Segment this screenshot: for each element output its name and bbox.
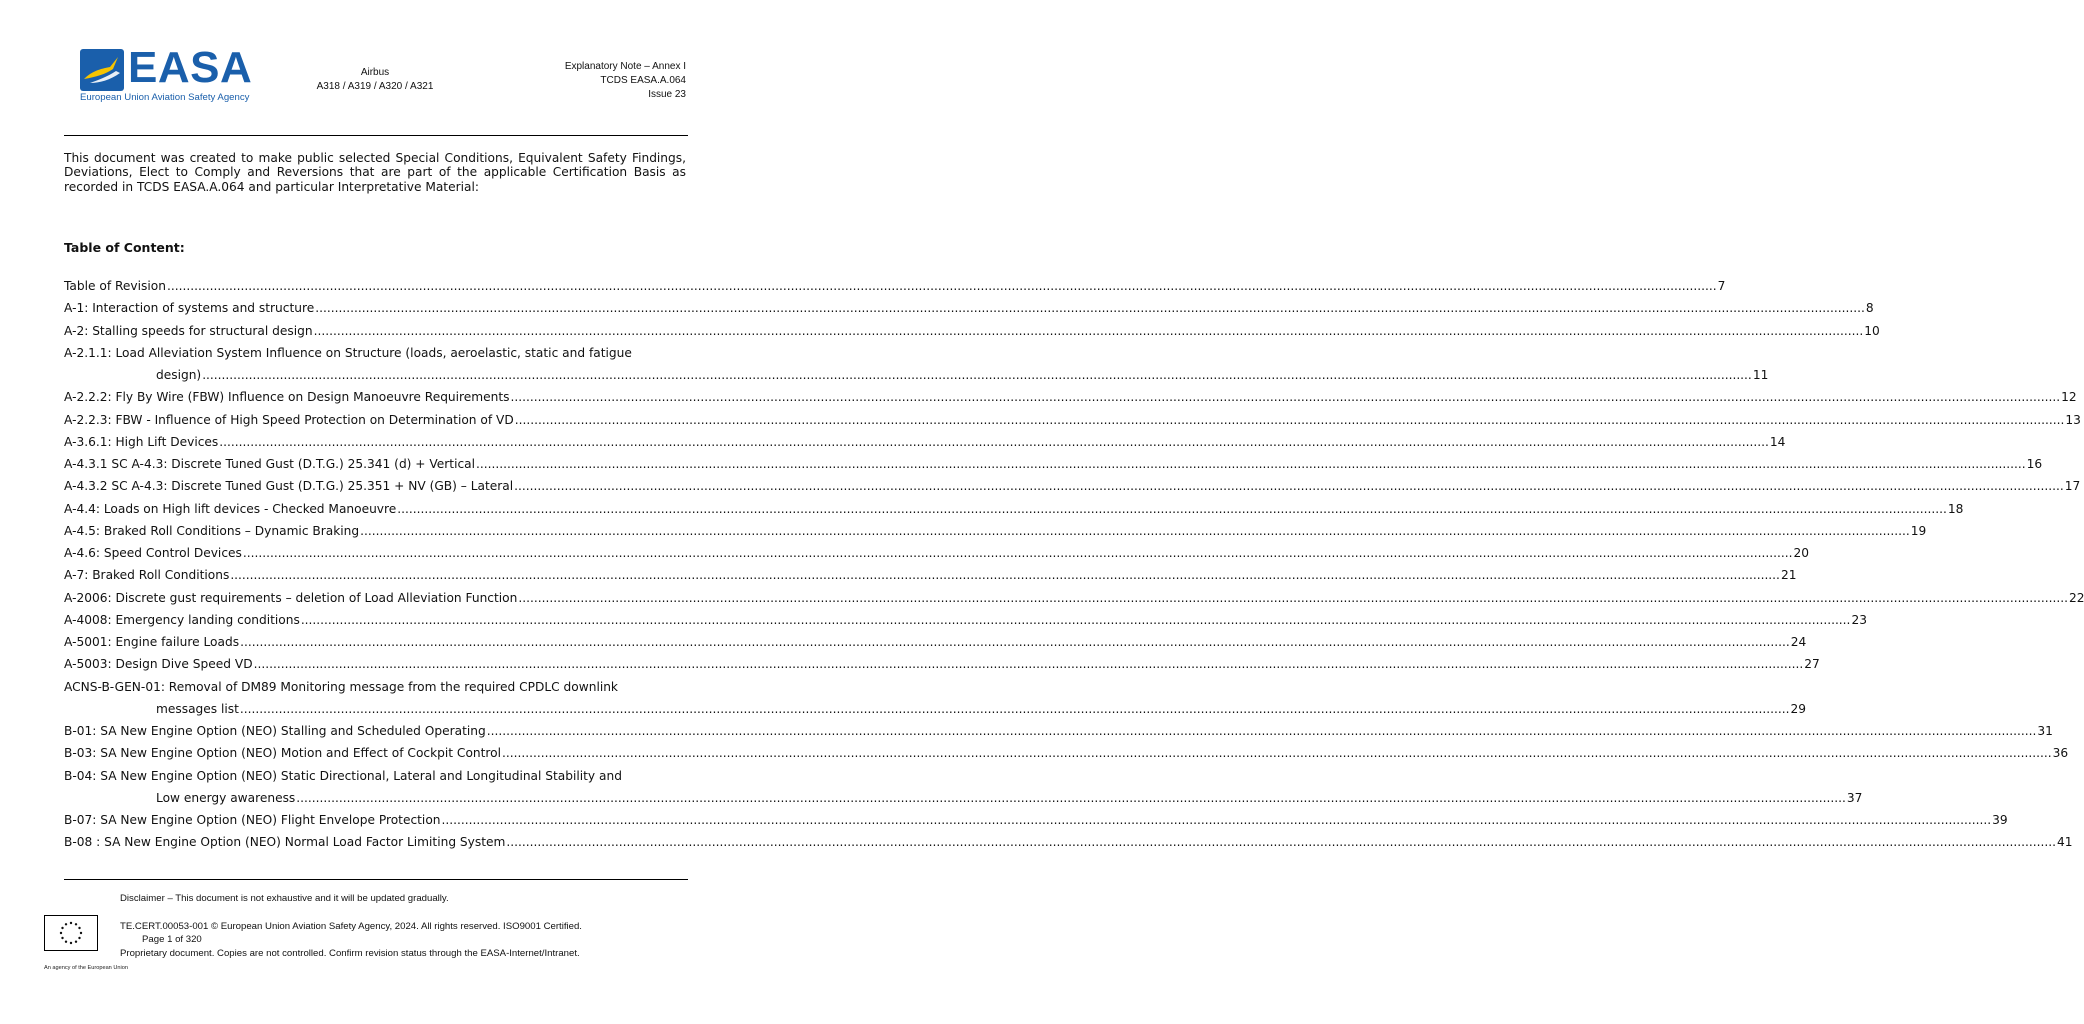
toc-page-number: 41 [2057,835,2073,850]
toc-page-number: 18 [1947,501,1964,516]
toc-entry-title-cont: Low energy awareness [156,790,296,805]
toc-dot-leader: ................................................................................................................................................................................................................................................................................................................................................................................................................ [441,813,1992,827]
footer-divider [64,879,688,880]
toc-page-number: 22 [2068,590,2084,605]
toc-page-number: 37 [1846,790,1863,805]
toc-entry[interactable] [64,542,1810,564]
header-manufacturer: Airbus [360,67,390,78]
toc-dot-leader: ................................................................................................................................................................................................................................................................................................................................................................................................................ [506,835,2057,850]
toc-dot-leader: ................................................................................................................................................................................................................................................................................................................................................................................................................ [397,501,1947,516]
toc-entry[interactable] [64,342,1769,387]
toc-page-number: 29 [1790,701,1807,716]
toc-dot-leader: ................................................................................................................................................................................................................................................................................................................................................................................................................ [230,568,1780,583]
toc-dot-leader: ................................................................................................................................................................................................................................................................................................................................................................................................................ [514,412,2065,427]
toc-entry[interactable] [64,809,2008,831]
toc-dot-leader: ................................................................................................................................................................................................................................................................................................................................................................................................................ [313,323,1864,338]
toc-entry-title: A-2.1.1: Load Alleviation System Influence on Structure (loads, aeroelastic, static and fatigue [64,345,632,360]
toc-page-number: 27 [1804,657,1820,672]
toc-entry-title: A-3.6.1: High Lift Devices [64,434,219,449]
toc-page-number: 31 [2037,724,2053,738]
toc-entry[interactable] [64,431,1786,453]
header-issue: Issue 23 [648,89,686,100]
toc-page-number: 8 [1865,301,1874,316]
toc-entry-continuation [64,364,1769,386]
toc-entry[interactable] [64,475,2081,497]
toc-page-number: 7 [1717,279,1726,293]
toc-dot-leader: ................................................................................................................................................................................................................................................................................................................................................................................................................ [166,279,1717,293]
toc-page-number: 10 [1864,323,1880,338]
toc-dot-leader: ................................................................................................................................................................................................................................................................................................................................................................................................................ [510,390,2061,405]
toc-page-number: 23 [1851,612,1867,627]
copyright-line: TE.CERT.00053-001 © European Union Aviation Safety Agency, 2024. All rights reserved. ISO9001 Certified. [120,921,582,932]
toc-dot-leader: ................................................................................................................................................................................................................................................................................................................................................................................................................ [360,523,1910,538]
toc-page-number: 36 [2052,746,2069,761]
proprietary-line: Proprietary document. Copies are not controlled. Confirm revision status through the EASA-Internet/Intranet. [120,947,580,959]
toc-page-number: 39 [1992,813,2008,827]
header-aircraft [300,66,450,94]
toc-entry[interactable] [64,653,1820,675]
toc-page-number: 20 [1793,546,1810,560]
toc-entry[interactable] [64,587,2084,609]
logo-subtitle: European Union Aviation Safety Agency [80,92,250,103]
toc-entry-title: B-01: SA New Engine Option (NEO) Stalling and Scheduled Operating [64,724,486,738]
toc-page-number: 11 [1752,368,1769,382]
toc-entry-title: A-4.3.1 SC A-4.3: Discrete Tuned Gust (D.T.G.) 25.341 (d) + Vertical [64,457,476,471]
toc-entry[interactable] [64,409,2081,431]
toc-entry[interactable] [64,453,2043,475]
toc-entry[interactable] [64,609,1867,631]
toc-entry-title: B-04: SA New Engine Option (NEO) Static Directional, Lateral and Longitudinal Stability and [64,768,622,783]
toc-entry-title: A-5001: Engine failure Loads [64,635,240,649]
toc-entry-title: B-03: SA New Engine Option (NEO) Motion and Effect of Cockpit Control [64,746,501,761]
intro-paragraph: This document was created to make public selected Special Conditions, Equivalent Safety Findings, Deviations, Elect to Comply and Reversions that are part of the applicable Certification Basis as recorded in TCDS EASA.A.064 and particular Interpretative Material: [64,151,686,194]
agency-note: An agency of the European Union [44,965,128,971]
toc-entry-continuation [64,698,1807,720]
toc-entry-title: B-08 : SA New Engine Option (NEO) Normal Load Factor Limiting System [64,835,506,850]
toc-entry[interactable] [64,297,1874,319]
disclaimer: Disclaimer – This document is not exhaustive and it will be updated gradually. [120,893,449,904]
header-tcds: TCDS EASA.A.064 [600,75,686,86]
toc-dot-leader: ................................................................................................................................................................................................................................................................................................................................................................................................................ [242,546,1793,560]
toc-entry-title: A-2006: Discrete gust requirements – deletion of Load Alleviation Function [64,590,518,605]
header-divider [64,135,688,136]
eu-flag-icon [44,915,98,951]
toc-entry-title: A-4.4: Loads on High lift devices - Checked Manoeuvre [64,501,397,516]
toc-title: Table of Content: [64,240,185,255]
header-doc-info [565,60,686,102]
toc-dot-leader: ................................................................................................................................................................................................................................................................................................................................................................................................................ [501,746,2052,761]
table-of-contents [64,275,2084,854]
toc-entry[interactable] [64,676,1807,721]
toc-entry-title: A-1: Interaction of systems and structure [64,301,315,316]
toc-entry-title: A-5003: Design Dive Speed VD [64,657,253,672]
toc-entry[interactable] [64,742,2069,764]
toc-entry-title: A-2.2.2: Fly By Wire (FBW) Influence on Design Manoeuvre Requirements [64,390,510,405]
toc-entry-title: B-07: SA New Engine Option (NEO) Flight Envelope Protection [64,813,441,827]
toc-page-number: 21 [1780,568,1797,583]
page-header [0,0,768,140]
toc-dot-leader: ................................................................................................................................................................................................................................................................................................................................................................................................................ [315,301,1865,316]
toc-entry-title: A-7: Braked Roll Conditions [64,568,230,583]
eu-stars-icon [45,916,97,950]
toc-page-number: 19 [1910,523,1927,538]
header-models: A318 / A319 / A320 / A321 [316,81,434,92]
toc-entry[interactable] [64,631,1807,653]
toc-entry-title: Table of Revision [64,279,166,293]
toc-entry[interactable] [64,765,1863,810]
toc-page-number: 16 [2026,457,2043,471]
toc-entry-title: ACNS-B-GEN-01: Removal of DM89 Monitoring message from the required CPDLC downlink [64,679,618,694]
toc-dot-leader: ................................................................................................................................................................................................................................................................................................................................................................................................................ [300,612,1851,627]
toc-dot-leader: ................................................................................................................................................................................................................................................................................................................................................................................................................ [296,790,1846,805]
logo-wordmark: EASA [128,43,253,92]
toc-entry-title-cont: design) [156,368,202,382]
toc-page-number: 14 [1769,434,1786,449]
toc-entry[interactable] [64,520,1927,542]
toc-entry[interactable] [64,386,2077,408]
toc-dot-leader: ................................................................................................................................................................................................................................................................................................................................................................................................................ [486,724,2037,738]
toc-dot-leader: ................................................................................................................................................................................................................................................................................................................................................................................................................ [518,590,2068,605]
toc-dot-leader: ................................................................................................................................................................................................................................................................................................................................................................................................................ [239,701,1790,716]
easa-bird-logo-icon [80,49,124,91]
header-doc-type: Explanatory Note – Annex I [564,61,686,72]
toc-entry-continuation [64,787,1863,809]
toc-entry[interactable] [64,320,1880,342]
toc-entry[interactable] [64,831,2073,853]
toc-entry-title: A-4.6: Speed Control Devices [64,546,242,560]
toc-entry[interactable] [64,564,1797,586]
toc-entry[interactable] [64,720,2053,742]
page-number: Page 1 of 320 [142,934,202,946]
toc-page-number: 12 [2061,390,2077,405]
toc-dot-leader: ................................................................................................................................................................................................................................................................................................................................................................................................................ [240,635,1790,649]
toc-page-number: 24 [1790,635,1807,649]
toc-entry-title: A-4.3.2 SC A-4.3: Discrete Tuned Gust (D.T.G.) 25.351 + NV (GB) – Lateral [64,479,514,494]
footer-legal [120,920,582,960]
toc-entry-title: A-4.5: Braked Roll Conditions – Dynamic Braking [64,523,360,538]
toc-page-number: 13 [2065,412,2081,427]
easa-logo [80,43,253,105]
toc-entry[interactable] [64,498,1964,520]
toc-dot-leader: ................................................................................................................................................................................................................................................................................................................................................................................................................ [202,368,1752,382]
toc-entry[interactable] [64,275,1726,297]
toc-entry-title: A-2.2.3: FBW - Influence of High Speed Protection on Determination of VD [64,412,514,427]
toc-dot-leader: ................................................................................................................................................................................................................................................................................................................................................................................................................ [514,479,2064,494]
toc-dot-leader: ................................................................................................................................................................................................................................................................................................................................................................................................................ [253,657,1804,672]
toc-dot-leader: ................................................................................................................................................................................................................................................................................................................................................................................................................ [476,457,2026,471]
toc-entry-title-cont: messages list [156,701,239,716]
toc-dot-leader: ................................................................................................................................................................................................................................................................................................................................................................................................................ [219,434,1769,449]
toc-entry-title: A-2: Stalling speeds for structural design [64,323,313,338]
toc-entry-title: A-4008: Emergency landing conditions [64,612,300,627]
toc-page-number: 17 [2064,479,2081,494]
